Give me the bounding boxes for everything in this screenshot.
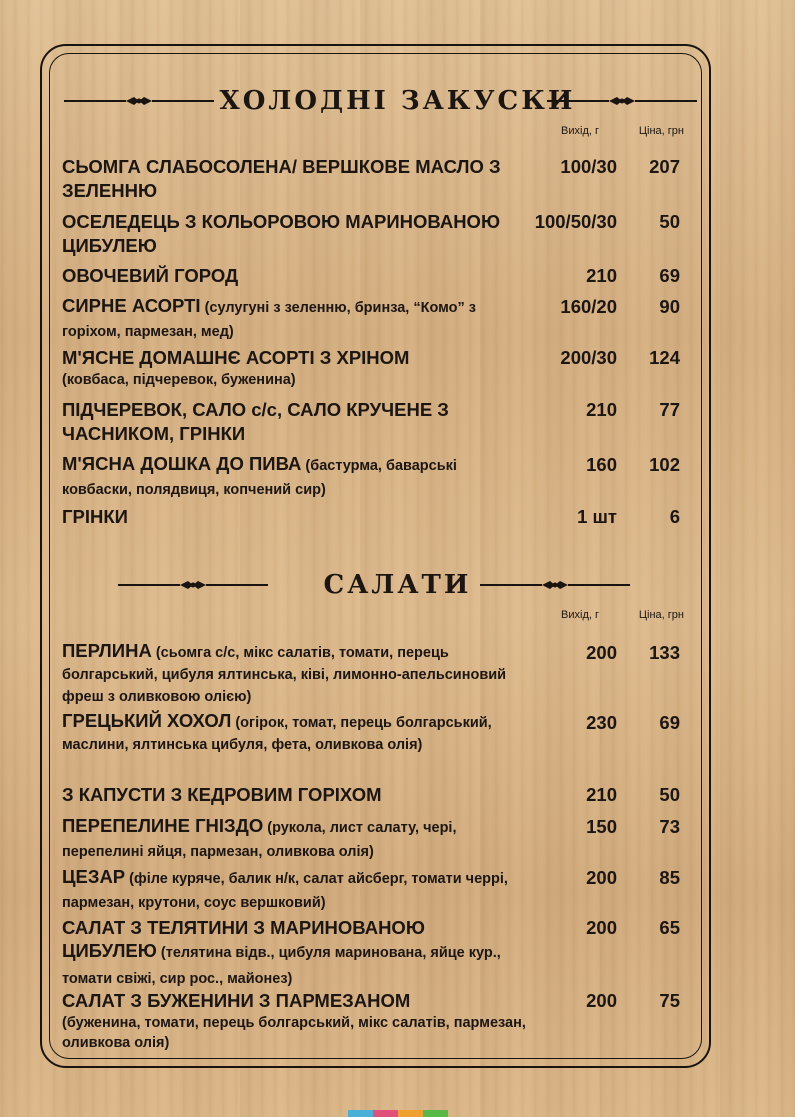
item-description: (ковбаса, підчеревок, буженина) <box>62 372 296 388</box>
item-weight: 210 <box>586 399 617 420</box>
item-name: САЛАТ З БУЖЕНИНИ З ПАРМЕЗАНОМ <box>62 990 411 1011</box>
item-name: ПІДЧЕРЕВОК, САЛО с/с, САЛО КРУЧЕНЕ З ЧАСНИКОМ, ГРІНКИ <box>62 399 449 444</box>
item-weight: 200 <box>586 642 617 663</box>
price-column-header: Ціна, грн <box>638 609 684 621</box>
item-price: 69 <box>659 265 680 286</box>
item-name: ГРЕЦЬКИЙ ХОХОЛ <box>62 710 232 731</box>
item-weight: 210 <box>586 784 617 805</box>
item-weight: 200 <box>586 990 617 1011</box>
item-price: 69 <box>659 712 680 733</box>
section-title-cold-starters: ХОЛОДНІ ЗАКУСКИ <box>219 86 576 116</box>
item-name: СЬОМГА СЛАБОСОЛЕНА/ ВЕРШКОВЕ МАСЛО З ЗЕЛЕННЮ <box>62 156 501 201</box>
item-weight: 160 <box>586 454 617 475</box>
menu-item <box>62 916 702 991</box>
item-name: СИРНЕ АСОРТІ <box>62 295 201 316</box>
item-name: ГРІНКИ <box>62 506 128 527</box>
item-weight: 200 <box>586 867 617 888</box>
menu-item <box>62 866 702 914</box>
item-price: 50 <box>659 784 680 805</box>
item-name: ПЕРЛИНА <box>62 640 152 661</box>
item-price: 102 <box>649 454 680 475</box>
menu-item <box>62 398 702 446</box>
menu-item <box>62 783 702 807</box>
item-weight: 1 шт <box>577 506 617 527</box>
section-title-salads: САЛАТИ <box>323 570 472 600</box>
item-price: 73 <box>659 816 680 837</box>
menu-item <box>62 815 702 863</box>
color-strip-segment <box>398 1110 423 1117</box>
item-price: 77 <box>659 399 680 420</box>
item-description: (рукола, лист салату, чері, перепелині яйця, пармезан, оливкова олія) <box>62 820 457 860</box>
item-price: 50 <box>659 211 680 232</box>
menu-item <box>62 210 702 258</box>
item-price: 124 <box>649 347 680 368</box>
item-description: (огірок, томат, перець болгарський, маслини, ялтинська цибуля, фета, оливкова олія) <box>62 715 492 753</box>
item-name: ОСЕЛЕДЕЦЬ З КОЛЬОРОВОЮ МАРИНОВАНОЮ ЦИБУЛЕЮ <box>62 211 501 256</box>
weight-column-header: Вихід, г <box>561 609 599 621</box>
right-ornament-icon <box>480 578 630 592</box>
item-description: (буженина, томати, перець болгарський, мікс салатів, пармезан, оливкова олія) <box>62 1015 526 1051</box>
menu-item <box>62 346 702 390</box>
item-name: З КАПУСТИ З КЕДРОВИМ ГОРІХОМ <box>62 784 382 805</box>
item-description: (бастурма, баварські ковбаски, полядвиця, копчений сир) <box>62 458 457 498</box>
item-name: ПЕРЕПЕЛИНЕ ГНІЗДО <box>62 815 264 836</box>
item-price: 75 <box>659 990 680 1011</box>
color-strip-segment <box>348 1110 373 1117</box>
item-weight: 100/50/30 <box>534 211 617 232</box>
item-name: ОВОЧЕВИЙ ГОРОД <box>62 265 239 286</box>
menu-item <box>62 264 702 288</box>
item-name: М'ЯСНЕ ДОМАШНЄ АСОРТІ З ХРІНОМ <box>62 347 410 368</box>
menu-item <box>62 453 702 501</box>
item-weight: 210 <box>586 265 617 286</box>
item-price: 90 <box>659 296 680 317</box>
item-name: ЦЕЗАР <box>62 866 126 887</box>
item-name: М'ЯСНА ДОШКА ДО ПИВА <box>62 453 302 474</box>
item-description: (філе куряче, балик н/к, салат айсберг, томати черрі, пармезан, крутони, соус вершковий) <box>62 871 508 911</box>
menu-item <box>62 505 702 529</box>
item-description: (сьомга с/с, мікс салатів, томати, перець болгарський, цибуля ялтинська, ківі, лимонно-апельсиновий фреш з оливковою олією) <box>62 645 507 705</box>
item-description: (телятина відв., цибуля маринована, яйце кур., томати свіжі, сир рос., майонез) <box>62 945 501 987</box>
item-price: 85 <box>659 867 680 888</box>
weight-column-header: Вихід, г <box>561 125 599 137</box>
color-strip-segment <box>423 1110 448 1117</box>
item-price: 133 <box>649 642 680 663</box>
menu-item <box>62 989 702 1053</box>
menu-item <box>62 155 702 203</box>
item-weight: 200 <box>586 917 617 938</box>
item-weight: 160/20 <box>560 296 617 317</box>
color-strip-segment <box>373 1110 398 1117</box>
item-weight: 230 <box>586 712 617 733</box>
right-ornament-icon <box>547 94 697 108</box>
item-weight: 200/30 <box>560 347 617 368</box>
item-price: 207 <box>649 156 680 177</box>
item-name: САЛАТ З ТЕЛЯТИНИ З МАРИНОВАНОЮ ЦИБУЛЕЮ <box>62 917 425 961</box>
item-weight: 100/30 <box>560 156 617 177</box>
item-weight: 150 <box>586 816 617 837</box>
menu-item <box>62 641 702 707</box>
item-description: (сулугуні з зеленню, бринза, “Комо” з горіхом, пармезан, мед) <box>62 300 476 340</box>
item-price: 6 <box>669 506 680 527</box>
menu-item <box>62 711 702 755</box>
menu-item <box>62 295 702 343</box>
item-price: 65 <box>659 917 680 938</box>
price-column-header: Ціна, грн <box>638 125 684 137</box>
